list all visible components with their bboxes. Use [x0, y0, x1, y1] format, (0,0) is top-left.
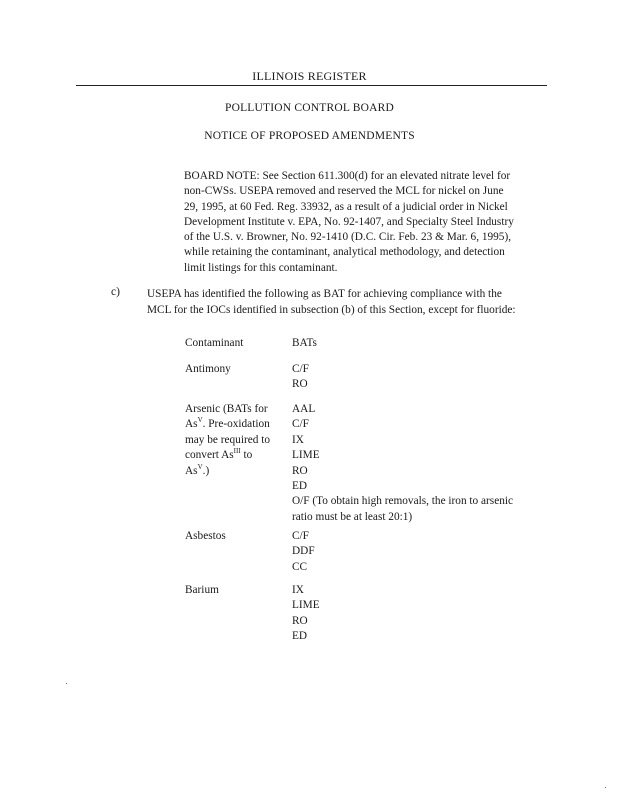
text-fragment: .)	[202, 464, 210, 477]
contaminant-cell	[185, 402, 270, 479]
bat-item: AAL	[292, 403, 316, 415]
bat-item: O/F (To obtain high removals, the iron to arsenic	[292, 495, 514, 508]
contaminant-name-line	[185, 448, 270, 463]
superscript: III	[233, 447, 241, 456]
header-rule	[76, 85, 547, 86]
bat-item: C/F	[292, 363, 309, 375]
bat-item: CC	[292, 560, 308, 573]
bat-item: LIME	[292, 449, 320, 462]
text-fragment: As	[185, 464, 198, 477]
contaminant-name: Barium	[185, 584, 219, 596]
register-title: ILLINOIS REGISTER	[252, 69, 367, 83]
subsection-text	[147, 286, 557, 318]
contaminant-name: Antimony	[185, 363, 231, 375]
bats-cell	[292, 529, 315, 575]
subsection-label: c)	[111, 286, 120, 298]
board-note-line: 29, 1995, at 60 Fed. Reg. 33932, as a result of a judicial order in Nickel	[184, 200, 508, 213]
contaminant-name: Asbestos	[185, 530, 226, 542]
subsection-line: USEPA has identified the following as BAT for achieving compliance with the	[147, 288, 502, 300]
board-note-line: BOARD NOTE: See Section 611.300(d) for an elevated nitrate level for	[184, 170, 511, 182]
contaminant-name: Arsenic (BATs for	[185, 403, 268, 415]
bat-item: C/F	[292, 530, 309, 542]
bat-item: ED	[292, 630, 308, 643]
bats-cell	[292, 362, 309, 393]
bat-item: ratio must be at least 20:1)	[292, 510, 413, 523]
notice-title: NOTICE OF PROPOSED AMENDMENTS	[204, 130, 415, 142]
superscript: V	[197, 416, 203, 425]
bat-item: LIME	[292, 599, 320, 612]
contaminant-header	[185, 336, 243, 351]
board-note-line: Development Institute v. EPA, No. 92-1407, and Specialty Steel Industry	[184, 215, 514, 228]
board-note-line: limit listings for this contaminant.	[184, 261, 338, 274]
text-fragment: to	[240, 449, 253, 462]
scan-speck	[605, 787, 606, 788]
board-title: POLLUTION CONTROL BOARD	[224, 102, 394, 114]
bat-item: RO	[292, 464, 308, 477]
bats-cell	[292, 402, 513, 525]
board-note-line: while retaining the contaminant, analytical methodology, and detection	[184, 246, 505, 259]
board-note-line: of the U.S. v. Browner, No. 92-1410 (D.C. Cir. Feb. 23 & Mar. 6, 1995),	[184, 231, 512, 244]
text-fragment: convert As	[185, 449, 234, 462]
bat-item: ED	[292, 480, 308, 493]
bats-cell	[292, 583, 320, 645]
scan-speck	[66, 683, 67, 684]
text-fragment: As	[185, 418, 198, 431]
bat-item: RO	[292, 378, 308, 391]
board-note	[184, 169, 554, 276]
bat-item: IX	[292, 584, 304, 596]
contaminant-name-line	[185, 464, 270, 479]
contaminant-header-label: Contaminant	[185, 337, 244, 349]
contaminant-cell	[185, 529, 226, 544]
bats-header-label: BATs	[292, 337, 317, 349]
bats-header	[292, 336, 317, 351]
contaminant-cell	[185, 362, 231, 377]
subsection-line: MCL for the IOCs identified in subsection (b) of this Section, except for fluoride:	[147, 304, 516, 316]
superscript: V	[197, 462, 203, 471]
bat-item: IX	[292, 433, 304, 446]
bat-item: DDF	[292, 545, 315, 558]
bat-item: RO	[292, 614, 308, 627]
contaminant-cell	[185, 583, 219, 598]
contaminant-name-line	[185, 417, 270, 432]
board-note-line: non-CWSs. USEPA removed and reserved the MCL for nickel on June	[184, 185, 504, 198]
bat-item: C/F	[292, 418, 309, 431]
contaminant-name-line: may be required to	[185, 433, 271, 446]
text-fragment: . Pre-oxidation	[202, 418, 270, 431]
